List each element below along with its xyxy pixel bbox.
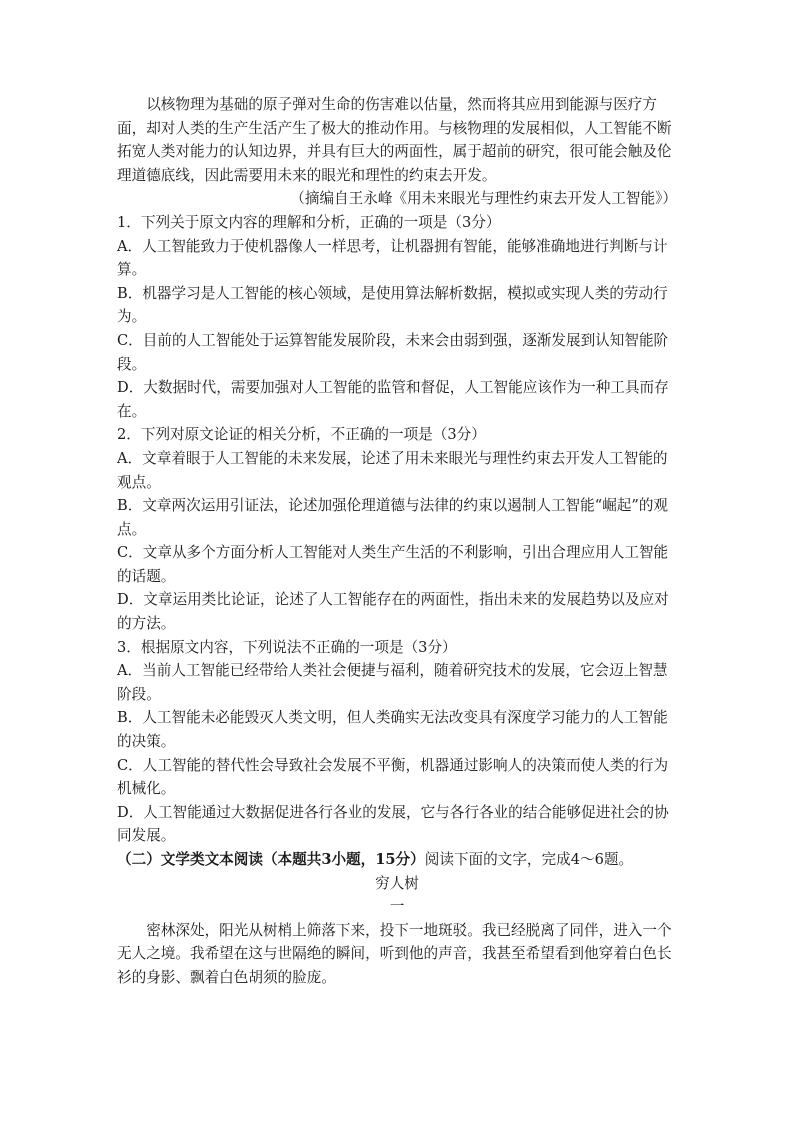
option-c: C．目前的人工智能处于运算智能发展阶段，未来会由弱到强，逐渐发展到认知智能阶段。 [117, 331, 669, 373]
passage-paragraph: 以核物理为基础的原子弹对生命的伤害难以估量，然而将其应用到能源与医疗方面，却对人类的生产生活产生了极大的推动作用。与核物理的发展相似，人工智能不断拓宽人类对能力的认知边界，并具有巨大的两面性，属于超前的研究，很可能会触及伦理道德底线，因此需要用未来的眼光和理性的约束去开发。 [117, 96, 672, 184]
section-heading [117, 848, 677, 872]
question-3 [117, 636, 677, 848]
option-a: A．人工智能致力于使机器像人一样思考，让机器拥有智能，能够准确地进行判断与计算。 [117, 237, 668, 279]
document-page [117, 93, 677, 990]
option-c: C．文章从多个方面分析人工智能对人类生产生活的不利影响，引出合理应用人工智能的话题。 [117, 544, 669, 585]
story-paragraph: 密林深处，阳光从树梢上筛落下来，投下一地斑驳。我已经脱离了同伴，进入一个无人之境。我希望在这与世隔绝的瞬间，听到他的声音，我甚至希望看到他穿着白色长衫的身影、飘着白色胡须的脸庞。 [117, 921, 672, 986]
option-d: D．大数据时代，需要加强对人工智能的监管和督促，人工智能应该作为一种工具而存在。 [117, 379, 669, 420]
question-stem: 2．下列对原文论证的相关分析，不正确的一项是（3分） [117, 426, 486, 444]
option-b: B．机器学习是人工智能的核心领域，是使用算法解析数据，模拟或实现人类的劳动行为。 [117, 284, 668, 326]
story-title: 穷人树 [375, 874, 419, 892]
option-c: C．人工智能的替代性会导致社会发展不平衡，机器通过影响人的决策而使人类的行为机械化。 [117, 756, 669, 798]
option-a: A．文章着眼于人工智能的未来发展，论述了用未来眼光与理性约束去开发人工智能的观点。 [117, 449, 668, 491]
story-part-number: 一 [389, 898, 405, 916]
question-2 [117, 423, 677, 635]
section-title: （二）文学类文本阅读（本题共3小题，15分） [117, 851, 425, 868]
section-instruction: 阅读下面的文字，完成4～6题。 [424, 851, 634, 868]
source-citation: （摘编自王永峰《用未来眼光与理性约束去开发人工智能》） [290, 190, 677, 208]
question-stem: 3．根据原文内容，下列说法不正确的一项是（3分） [117, 638, 457, 656]
option-d: D．人工智能通过大数据促进各行各业的发展，它与各行各业的结合能够促进社会的协同发展。 [117, 803, 669, 845]
question-1 [117, 211, 677, 423]
option-b: B．人工智能未必能毁灭人类文明，但人类确实无法改变具有深度学习能力的人工智能的决策。 [117, 709, 668, 751]
option-b: B．文章两次运用引证法，论述加强伦理道德与法律的约束以遏制人工智能“崛起”的观点。 [117, 497, 669, 538]
option-d: D．文章运用类比论证，论述了人工智能存在的两面性，指出未来的发展趋势以及应对的方法。 [117, 591, 669, 633]
option-a: A．当前人工智能已经带给人类社会便捷与福利，随着研究技术的发展，它会迈上智慧阶段。 [117, 662, 668, 703]
question-stem: 1．下列关于原文内容的理解和分析，正确的一项是（3分） [117, 213, 501, 231]
